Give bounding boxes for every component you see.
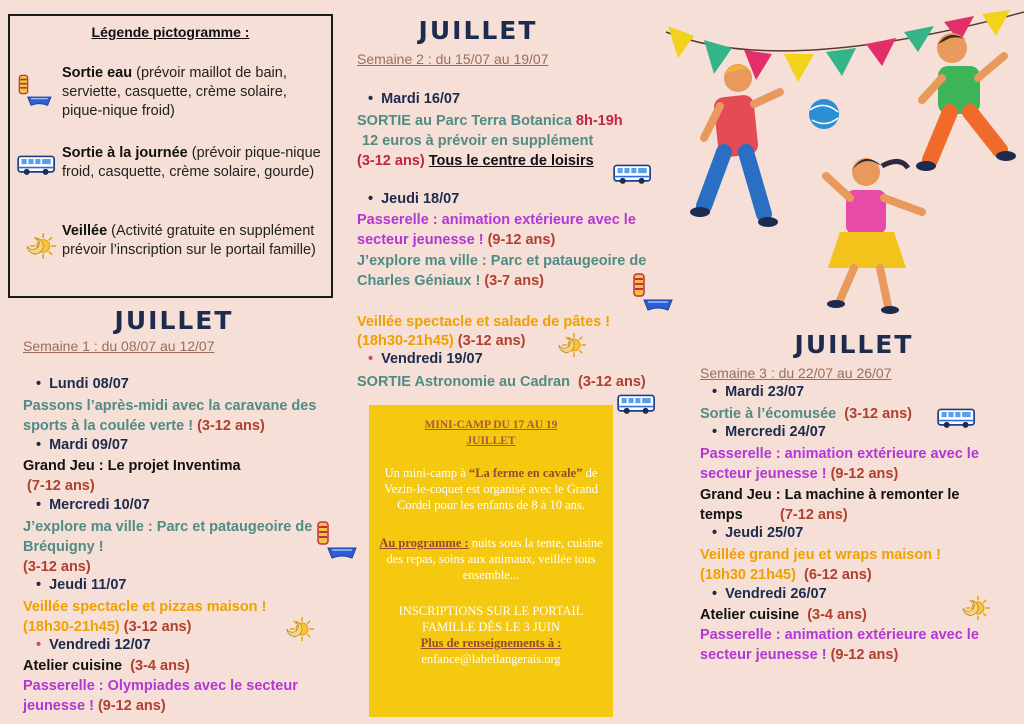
minicamp-email[interactable]: enfance@labellangerais.org — [421, 652, 561, 666]
col1-vendredi-activity2 — [23, 676, 328, 716]
sun-moon-icon — [284, 614, 314, 644]
sun-moon-icon — [960, 593, 990, 623]
col3-jeudi-time: (18h30 21h45) — [700, 567, 796, 583]
minicamp-farm-name: “La ferme en cavale” — [468, 466, 583, 480]
minicamp-program-text: nuits sous la tente, cuisine des repas, soins aux animaux, veillée tous ensemble... — [386, 536, 603, 582]
col2-jeudi-activity2 — [357, 251, 677, 291]
col3-vendredi-activity1 — [700, 605, 867, 625]
minicamp-intro-b: de Vezin-le-coquet est organisé avec le Grand Cordel pour les enfants de 8 à 10 ans. — [384, 466, 598, 512]
col2-week: Semaine 2 : du 15/07 au 19/07 — [357, 51, 549, 67]
col3-mercredi-activity1-text: Passerelle : animation extérieure avec le secteur jeunesse ! — [700, 446, 979, 482]
col3-mercredi-age1: (9-12 ans) — [830, 466, 899, 482]
col2-jeudi-age1: (9-12 ans) — [487, 232, 556, 248]
col1-mercredi-activity: J’explore ma ville : Parc et pataugeoire de Bréquigny ! — [23, 519, 313, 555]
kids-playing-illustration — [660, 0, 1024, 330]
col3-jeudi-activity: Veillée grand jeu et wraps maison ! — [700, 547, 941, 563]
col1-day-mercredi: • Mercredi 10/07 — [36, 497, 150, 513]
bus-icon — [616, 392, 658, 416]
col2-day-jeudi: • Jeudi 18/07 — [368, 191, 459, 207]
col1-mardi-age: (7-12 ans) — [27, 478, 95, 494]
legend-item-evening — [62, 222, 330, 260]
legend-box — [8, 14, 333, 298]
col1-day-vendredi: • Vendredi 12/07 — [36, 637, 151, 653]
col2-day-vendredi: • Vendredi 19/07 — [368, 351, 483, 367]
col1-vendredi-age2: (9-12 ans) — [97, 698, 166, 714]
kid-middle — [826, 158, 922, 314]
col2-mardi-audience — [357, 151, 594, 171]
col2-jeudi-age2: (3-7 ans) — [484, 273, 544, 289]
minicamp-program — [379, 535, 603, 583]
col3-mardi-activity-text: Sortie à l’écomusée — [700, 406, 837, 422]
col2-mardi-time: 8h-19h — [575, 113, 623, 129]
swimsuit-icon — [16, 72, 56, 112]
legend-item-water-name: Sortie eau — [62, 65, 133, 81]
minicamp-info-label: Plus de renseignements à : — [420, 636, 562, 650]
bus-icon — [16, 153, 58, 177]
col3-day-jeudi: • Jeudi 25/07 — [712, 525, 803, 541]
minicamp-program-label: Au programme : — [379, 536, 469, 550]
sun-moon-icon — [24, 230, 56, 262]
col1-week: Semaine 1 : du 08/07 au 12/07 — [23, 338, 215, 354]
legend-item-evening-name: Veillée — [62, 223, 108, 239]
col3-mardi-age: (3-12 ans) — [844, 406, 912, 422]
col2-jeudi-time3: (18h30-21h45) — [357, 333, 454, 349]
col3-mercredi-age2: (7-12 ans) — [780, 507, 848, 523]
col3-vendredi-activity2-text: Passerelle : animation extérieure avec le secteur jeunesse ! — [700, 627, 979, 663]
legend-item-day — [62, 144, 330, 182]
col1-lundi-age: (3-12 ans) — [197, 418, 265, 434]
minicamp-title: MINI-CAMP DU 17 AU 19 JUILLET — [424, 419, 558, 447]
col2-jeudi-activity1 — [357, 210, 667, 250]
col2-jeudi-activity1-text: Passerelle : animation extérieure avec le secteur jeunesse ! — [357, 212, 636, 248]
col2-vendredi-age: (3-12 ans) — [578, 374, 646, 390]
sun-moon-icon — [556, 330, 586, 360]
col2-jeudi-age3: (3-12 ans) — [457, 333, 526, 349]
legend-title: Légende pictogramme : — [91, 24, 250, 40]
col2-day-mardi: • Mardi 16/07 — [368, 91, 460, 107]
col3-mardi-activity — [700, 404, 912, 424]
col1-vendredi-activity2-text: Passerelle : Olympiades avec le secteur jeunesse ! — [23, 678, 298, 714]
col2-mardi-all: Tous le centre de loisirs — [428, 153, 594, 169]
col1-mardi-activity: Grand Jeu : Le projet Inventima — [23, 458, 241, 474]
legend-item-water-desc: (prévoir maillot de bain, serviette, casquette, crème solaire, pique-nique froid) — [62, 65, 287, 119]
kid-left — [690, 64, 780, 227]
col3-vendredi-age2: (9-12 ans) — [830, 647, 899, 663]
col2-jeudi-activity3: Veillée spectacle et salade de pâtes ! — [357, 314, 611, 330]
col3-vendredi-age1: (3-4 ans) — [807, 607, 867, 623]
minicamp-intro — [383, 465, 599, 513]
col1-vendredi-activity1 — [23, 656, 190, 676]
col1-jeudi-activity: Veillée spectacle et pizzas maison ! — [23, 599, 267, 615]
col1-mercredi-age: (3-12 ans) — [23, 559, 91, 575]
col2-mardi-activity-text: SORTIE au Parc Terra Botanica — [357, 113, 572, 129]
legend-item-day-name: Sortie à la journée — [62, 145, 188, 161]
minicamp-box — [369, 405, 613, 717]
col1-vendredi-age1: (3-4 ans) — [130, 658, 190, 674]
legend-item-day-desc: (prévoir pique-nique froid, casquette, crème solaire, gourde) — [62, 145, 321, 180]
col1-jeudi-time: (18h30-21h45) — [23, 619, 120, 635]
minicamp-registration: INSCRIPTIONS SUR LE PORTAIL FAMILLE DÈS LE 3 JUIN — [398, 604, 584, 634]
swimsuit-icon — [314, 518, 362, 566]
col3-mercredi-activity2: Grand Jeu : La machine à remonter le temps — [700, 487, 960, 523]
col1-lundi-activity-text: Passons l’après-midi avec la caravane des sports à la coulée verte ! — [23, 398, 317, 434]
col2-jeudi-details3 — [357, 331, 525, 351]
bus-icon — [936, 406, 978, 430]
kid-right — [916, 33, 1016, 171]
col2-title: JUILLET — [418, 16, 538, 45]
col1-title: JUILLET — [114, 306, 234, 335]
col2-mardi-activity — [357, 111, 623, 131]
col2-mardi-price: 12 euros à prévoir en supplément — [362, 133, 594, 149]
col1-jeudi-age: (3-12 ans) — [123, 619, 192, 635]
col2-vendredi-activity — [357, 372, 646, 392]
legend-item-water — [62, 64, 330, 121]
col3-day-mardi: • Mardi 23/07 — [712, 384, 804, 400]
col1-lundi-activity — [23, 396, 328, 436]
bus-icon — [612, 162, 654, 186]
col3-day-mercredi: • Mercredi 24/07 — [712, 424, 826, 440]
col3-vendredi-activity2 — [700, 625, 1010, 665]
col3-day-vendredi: • Vendredi 26/07 — [712, 586, 827, 602]
col1-day-mardi: • Mardi 09/07 — [36, 437, 128, 453]
col3-vendredi-activity1-text: Atelier cuisine — [700, 607, 800, 623]
col3-week: Semaine 3 : du 22/07 au 26/07 — [700, 365, 892, 381]
col3-jeudi-details — [700, 565, 872, 585]
col1-day-jeudi: • Jeudi 11/07 — [36, 577, 126, 593]
col3-mercredi-activity1 — [700, 444, 1010, 484]
col3-title: JUILLET — [794, 330, 914, 359]
legend-item-evening-desc: (Activité gratuite en supplément prévoir l’inscription sur le portail famille) — [62, 223, 316, 258]
col2-mardi-age: (3-12 ans) — [357, 153, 425, 169]
col2-vendredi-activity-text: SORTIE Astronomie au Cadran — [357, 374, 570, 390]
col2-jeudi-activity2-text: J’explore ma ville : Parc et pataugeoire de Charles Géniaux ! — [357, 253, 647, 289]
col1-jeudi-details — [23, 617, 191, 637]
col1-day-lundi: • Lundi 08/07 — [36, 376, 129, 392]
col3-jeudi-age: (6-12 ans) — [803, 567, 872, 583]
col1-vendredi-activity1-text: Atelier cuisine — [23, 658, 123, 674]
minicamp-intro-a: Un mini-camp à — [384, 466, 469, 480]
